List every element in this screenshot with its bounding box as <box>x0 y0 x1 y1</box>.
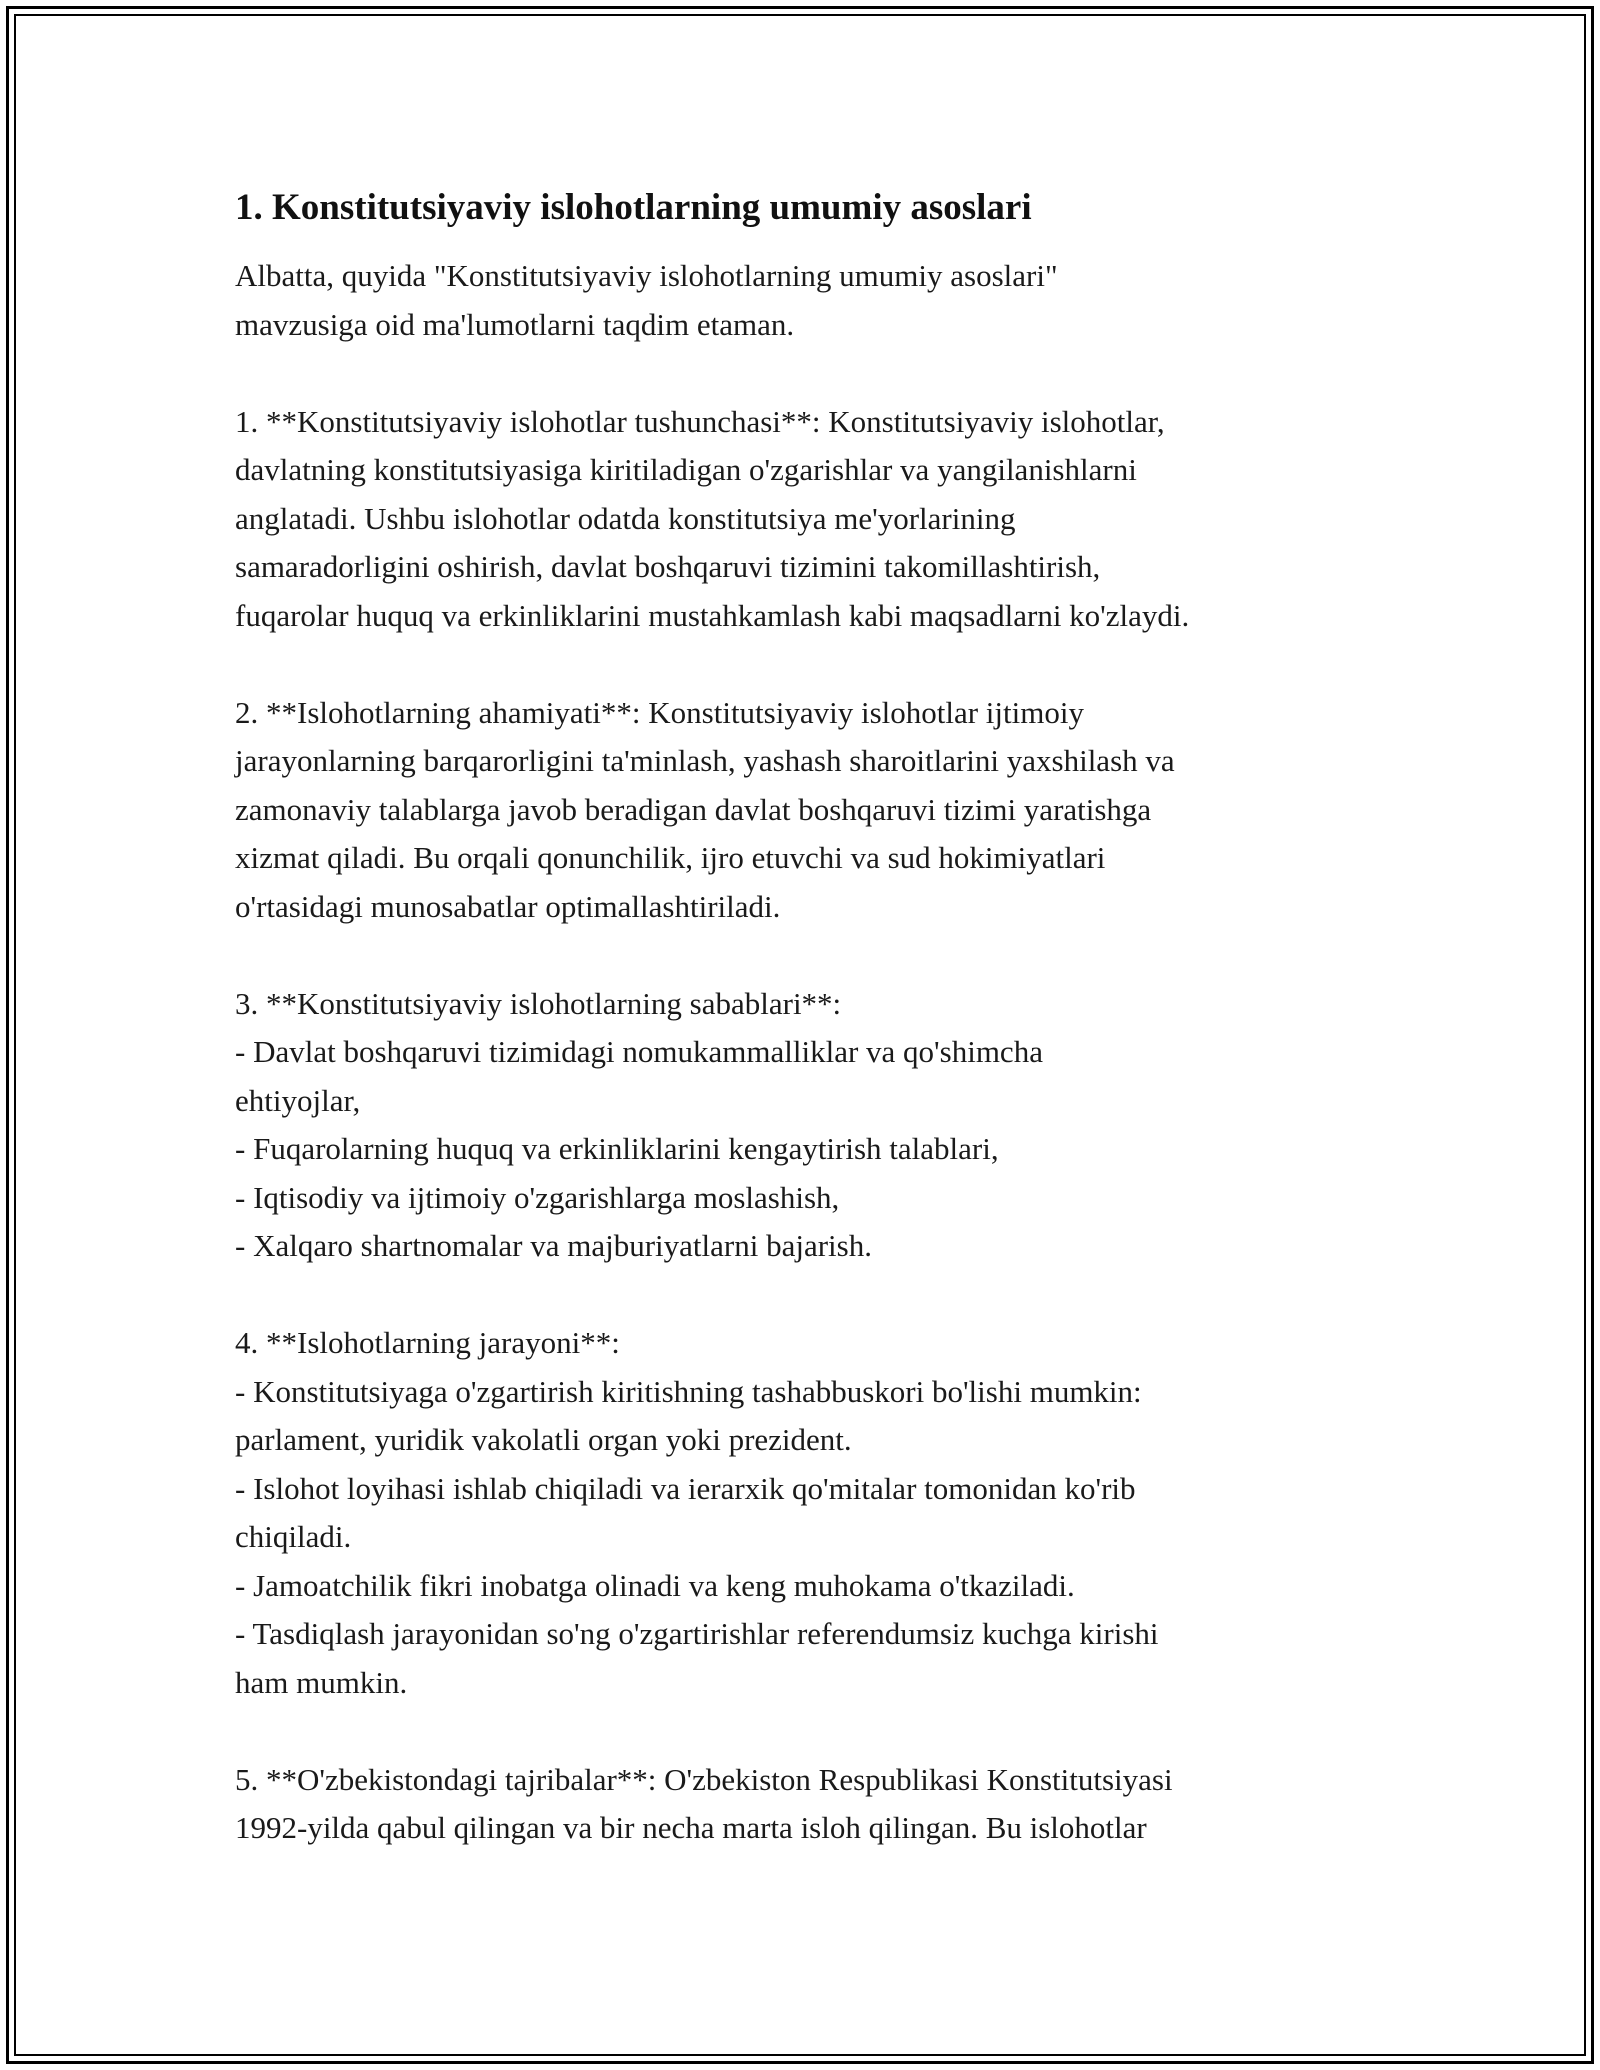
section-2-paragraph: 2. **Islohotlarning ahamiyati**: Konstitutsiyaviy islohotlar ijtimoiy jarayonlarning barqarorligini ta'minlash, yashash sharoitlarini yaxshilash va zamonaviy talablarga javob beradigan davlat boshqaruvi tizimi yaratishga xizmat qiladi. Bu orqali qonunchilik, ijro etuvchi va sud hokimiyatlari o'rtasidagi munosabatlar optimallashtiriladi. <box>235 694 1175 924</box>
section-4-paragraph: 4. **Islohotlarning jarayoni**: - Konstitutsiyaga o'zgartirish kiritishning tashabbuskori bo'lishi mumkin: parlament, yuridik vakolatli organ yoki prezident. - Islohot loyihasi ishlab chiqiladi va ierarxik qo'mitalar tomonidan ko'rib chiqiladi. - Jamoatchilik fikri inobatga olinadi va keng muhokama o'tkaziladi. - Tasdiqlash jarayonidan so'ng o'zgartirishlar referendumsiz kuchga kirishi ham mumkin. <box>235 1325 1159 1700</box>
section-5-paragraph: 5. **O'zbekistondagi tajribalar**: O'zbekiston Respublikasi Konstitutsiyasi 1992-yilda qabul qilingan va bir necha marta isloh qilingan. Bu islohotlar <box>235 1761 1173 1845</box>
section-3-paragraph: 3. **Konstitutsiyaviy islohotlarning sabablari**: - Davlat boshqaruvi tizimidagi nomukammalliklar va qo'shimcha ehtiyojlar, - Fuqarolarning huquq va erkinliklarini kengaytirish talablari, - Iqtisodiy va ijtimoiy o'zgarishlarga moslashish, - Xalqaro shartnomalar va majburiyatlarni bajarish. <box>235 985 1043 1263</box>
paragraph-spacer <box>235 1271 1385 1320</box>
document-body <box>235 184 1385 1853</box>
paragraph-spacer <box>235 640 1385 689</box>
paragraph-spacer <box>235 1707 1385 1756</box>
intro-paragraph: Albatta, quyida "Konstitutsiyaviy islohotlarning umumiy asoslari" mavzusiga oid ma'lumotlarni taqdim etaman. <box>235 258 1058 342</box>
paragraph-spacer <box>235 349 1385 398</box>
paragraph-spacer <box>235 931 1385 980</box>
document-title: 1. Konstitutsiyaviy islohotlarning umumiy asoslari <box>235 187 1032 228</box>
section-1-paragraph: 1. **Konstitutsiyaviy islohotlar tushunchasi**: Konstitutsiyaviy islohotlar, davlatning konstitutsiyasiga kiritiladigan o'zgarishlar va yangilanishlarni anglatadi. Ushbu islohotlar odatda konstitutsiya me'yorlarining samaradorligini oshirish, davlat boshqaruvi tizimini takomillashtirish, fuqarolar huquq va erkinliklarini mustahkamlash kabi maqsadlarni ko'zlaydi. <box>235 403 1190 633</box>
